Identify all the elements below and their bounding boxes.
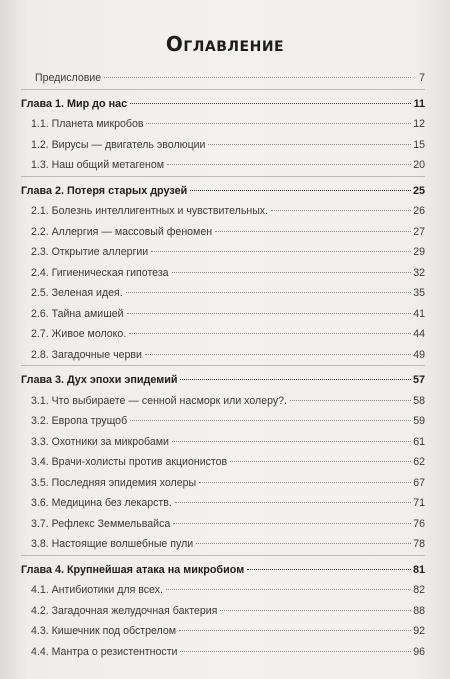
dot-leader bbox=[166, 589, 411, 590]
toc-entry-page: 58 bbox=[413, 394, 425, 407]
toc-entry-page: 35 bbox=[413, 287, 425, 299]
dot-leader bbox=[172, 441, 411, 442]
dot-leader bbox=[130, 420, 411, 421]
toc-section-preface bbox=[21, 68, 425, 90]
dot-leader bbox=[151, 251, 411, 252]
toc-entry-label: 3.2. Европа трущоб bbox=[31, 415, 128, 427]
toc-entry-page: 71 bbox=[413, 497, 425, 509]
toc-entry-label: 4.4. Мантра о резистентности bbox=[31, 645, 178, 658]
dot-leader bbox=[247, 569, 411, 570]
toc-entry bbox=[21, 283, 425, 304]
toc-entry-page: 26 bbox=[413, 205, 425, 217]
dot-leader bbox=[179, 630, 411, 631]
toc-entry bbox=[21, 391, 425, 412]
toc-entry-page: 20 bbox=[413, 159, 425, 171]
toc-entry-page: 96 bbox=[413, 645, 425, 658]
dot-leader bbox=[145, 354, 411, 355]
toc-entry bbox=[21, 345, 425, 366]
toc-entry-label: 1.2. Вирусы — двигатель эволюции bbox=[31, 138, 206, 151]
toc-entry-page: 15 bbox=[413, 138, 425, 151]
toc-entry-page: 67 bbox=[413, 476, 425, 489]
toc-section-chapter-2 bbox=[21, 181, 425, 367]
toc-entry-page: 44 bbox=[413, 328, 425, 340]
toc-entry-page: 11 bbox=[413, 97, 425, 110]
toc-entry bbox=[21, 642, 425, 663]
toc-entry bbox=[21, 263, 425, 284]
dot-leader bbox=[271, 210, 411, 211]
toc-entry-label: 3.1. Что выбираете — сенной насморк или холеру?. bbox=[31, 394, 287, 407]
toc-entry bbox=[21, 201, 425, 222]
toc-entry-label: 2.4. Гигиеническая гипотеза bbox=[31, 266, 169, 279]
toc-entry-page: 25 bbox=[412, 184, 425, 197]
toc-entry-label: 3.4. Врачи-холисты против акционистов bbox=[31, 456, 228, 468]
dot-leader bbox=[220, 610, 411, 611]
toc-entry-label: Глава 4. Крупнейшая атака на микробиом bbox=[21, 563, 245, 576]
toc-entry bbox=[21, 411, 425, 432]
dot-leader bbox=[190, 190, 411, 191]
toc-chapter-entry bbox=[21, 370, 425, 391]
toc-entry-page: 76 bbox=[413, 517, 425, 530]
toc-entry bbox=[21, 493, 425, 514]
dot-leader bbox=[129, 333, 411, 334]
toc-entry bbox=[21, 324, 425, 345]
toc-entry-page: 61 bbox=[413, 435, 425, 448]
dot-leader bbox=[180, 651, 411, 652]
toc-entry-page: 57 bbox=[412, 374, 425, 386]
toc-entry-page: 62 bbox=[413, 456, 425, 468]
toc-entry-label: Глава 1. Мир до нас bbox=[21, 97, 128, 110]
toc-entry bbox=[21, 242, 425, 263]
toc-entry-page: 41 bbox=[413, 307, 425, 320]
dot-leader bbox=[199, 482, 411, 483]
dot-leader bbox=[208, 144, 411, 145]
toc-entry bbox=[21, 514, 425, 535]
dot-leader bbox=[173, 523, 411, 524]
toc-entry bbox=[21, 135, 425, 156]
toc-entry-label: 4.2. Загадочная желудочная бактерия bbox=[31, 604, 218, 617]
toc-entry bbox=[21, 621, 425, 642]
toc-entry-label: Глава 2. Потеря старых друзей bbox=[21, 184, 188, 197]
toc-chapter-entry bbox=[21, 560, 425, 581]
toc-entry-label: 3.8. Настоящие волшебные пули bbox=[31, 538, 194, 550]
dot-leader bbox=[130, 103, 411, 104]
toc-entry-page: 49 bbox=[413, 348, 425, 361]
toc-entry-label: 2.7. Живое молоко. bbox=[31, 328, 127, 340]
toc-entry-page: 7 bbox=[419, 72, 425, 84]
toc-entry-label: 2.1. Болезнь интеллигентных и чувствительных. bbox=[31, 205, 269, 217]
toc-entry-label: Предисловие bbox=[35, 72, 102, 84]
toc-entry-page: 81 bbox=[412, 563, 425, 576]
toc-entry-label: 2.5. Зеленая идея. bbox=[31, 287, 123, 299]
toc-chapter-entry bbox=[21, 94, 425, 115]
toc-section-chapter-1 bbox=[21, 94, 425, 177]
toc-section-chapter-3 bbox=[21, 370, 425, 556]
dot-leader bbox=[167, 164, 411, 165]
toc-entry-page: 88 bbox=[413, 604, 425, 617]
dot-leader bbox=[104, 77, 411, 78]
dot-leader bbox=[146, 123, 411, 124]
toc-entry-page: 82 bbox=[413, 584, 425, 596]
toc-entry bbox=[21, 452, 425, 473]
dot-leader bbox=[215, 231, 411, 232]
toc-entry-page: 92 bbox=[413, 625, 425, 637]
toc-entry-page: 29 bbox=[413, 246, 425, 258]
toc-entry-label: 3.7. Рефлекс Земмельвайса bbox=[31, 517, 171, 530]
toc-entry-label: 4.3. Кишечник под обстрелом bbox=[31, 625, 177, 637]
toc-entry-page: 78 bbox=[413, 538, 425, 550]
toc-section-chapter-4 bbox=[21, 560, 425, 663]
toc-entry-label: 2.2. Аллергия — массовый феномен bbox=[31, 225, 213, 238]
dot-leader bbox=[196, 543, 411, 544]
toc-entry bbox=[21, 222, 425, 243]
dot-leader bbox=[175, 502, 411, 503]
dot-leader bbox=[126, 292, 411, 293]
toc-entry-page: 32 bbox=[413, 266, 425, 279]
toc-entry-label: 3.5. Последняя эпидемия холеры bbox=[31, 476, 197, 489]
toc-entry bbox=[21, 534, 425, 555]
dot-leader bbox=[230, 461, 411, 462]
toc-entry bbox=[21, 114, 425, 135]
toc-entry bbox=[21, 473, 425, 494]
toc-entry-label: 1.1. Планета микробов bbox=[31, 118, 144, 130]
toc-entry-label: 3.6. Медицина без лекарств. bbox=[31, 497, 172, 509]
toc-entry bbox=[21, 68, 425, 89]
dot-leader bbox=[290, 400, 411, 401]
table-of-contents bbox=[21, 68, 425, 662]
page-title: Оглавление bbox=[165, 32, 285, 56]
dot-leader bbox=[180, 379, 411, 380]
toc-entry-page: 12 bbox=[413, 118, 425, 130]
toc-entry-label: 3.3. Охотники за микробами bbox=[31, 435, 169, 448]
toc-entry bbox=[21, 580, 425, 601]
toc-entry-label: 4.1. Антибиотики для всех. bbox=[31, 584, 163, 596]
toc-entry bbox=[21, 432, 425, 453]
toc-entry-label: 2.8. Загадочные черви bbox=[31, 348, 142, 361]
dot-leader bbox=[127, 313, 411, 314]
toc-entry-label: 1.3. Наш общий метагеном bbox=[31, 159, 165, 171]
toc-chapter-entry bbox=[21, 181, 425, 202]
toc-entry-page: 27 bbox=[413, 225, 425, 238]
toc-entry-page: 59 bbox=[413, 415, 425, 427]
toc-entry bbox=[21, 304, 425, 325]
toc-entry bbox=[21, 155, 425, 176]
toc-entry-label: 2.3. Открытие аллергии bbox=[31, 246, 149, 258]
toc-entry-label: Глава 3. Дух эпохи эпидемий bbox=[21, 374, 178, 386]
toc-entry bbox=[21, 601, 425, 622]
toc-entry-label: 2.6. Тайна амишей bbox=[31, 307, 124, 320]
dot-leader bbox=[172, 272, 411, 273]
